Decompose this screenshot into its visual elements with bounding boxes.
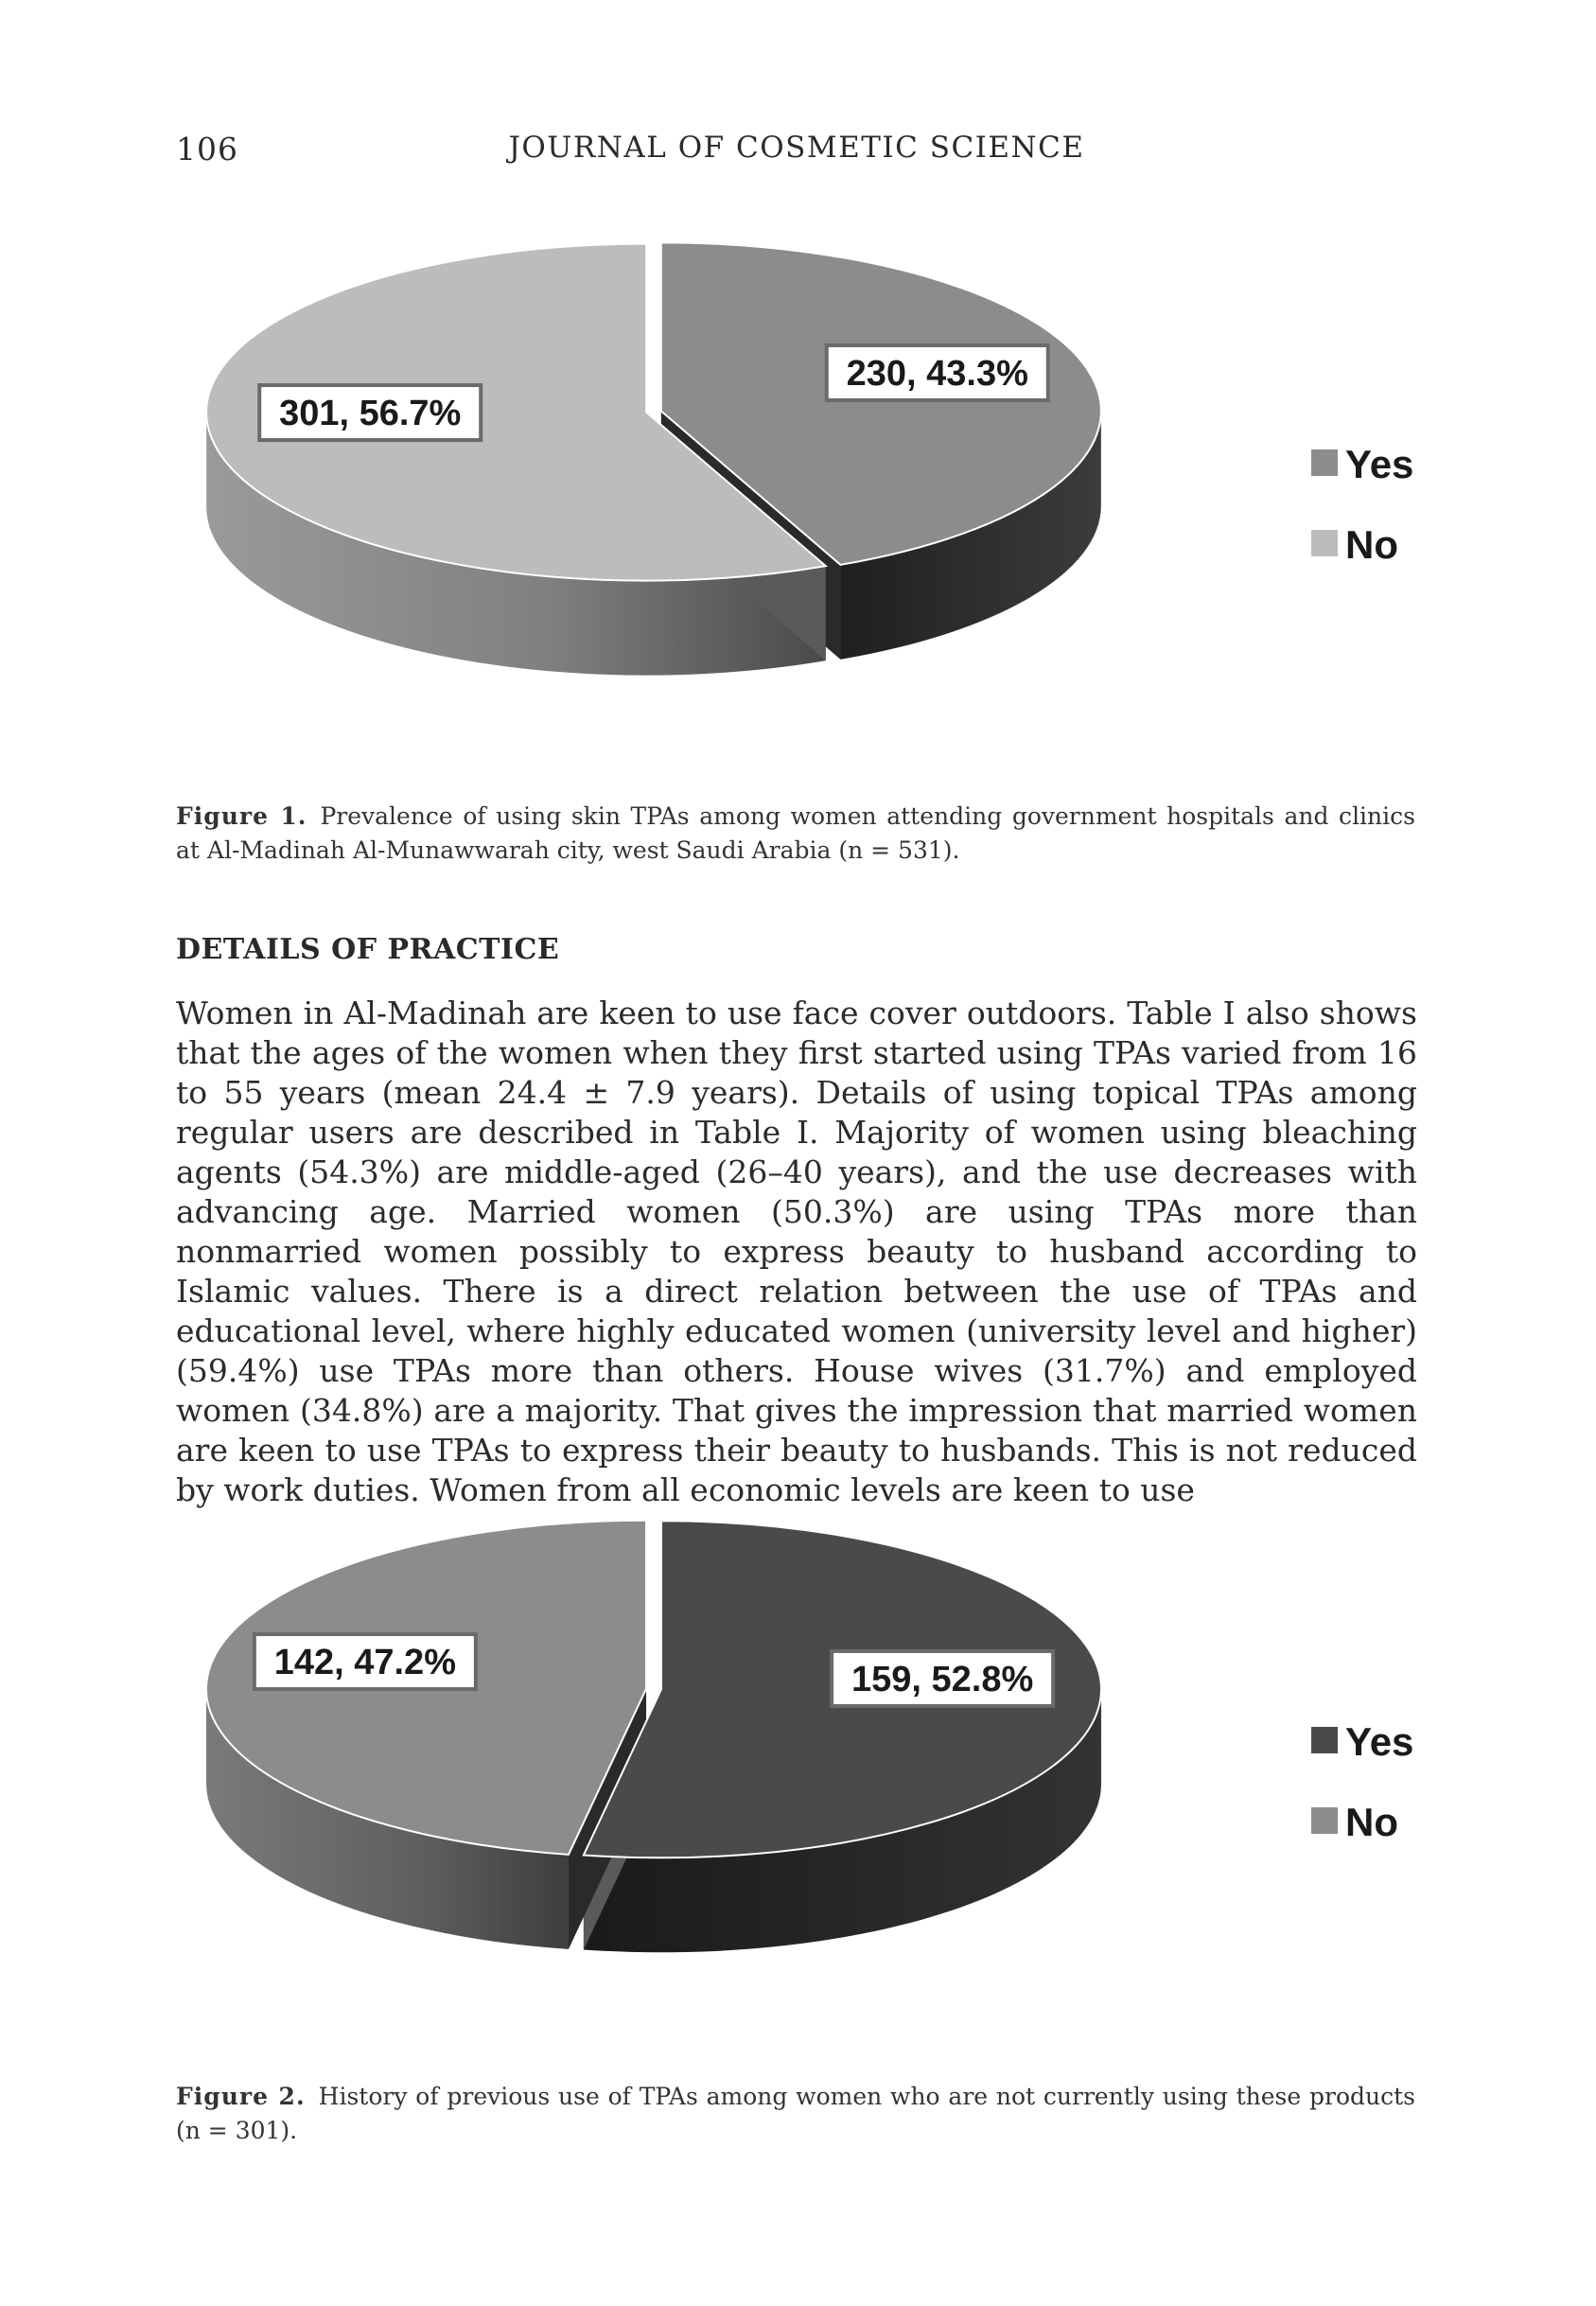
- figure-1-legend-label-no: No: [1345, 522, 1398, 567]
- figure-2-legend-label-yes: Yes: [1345, 1719, 1414, 1764]
- figure-1-legend-swatch-yes: [1311, 449, 1338, 476]
- figure-2-caption-label: Figure 2.: [176, 2083, 306, 2110]
- figure-2-data-label-no: 142, 47.2%: [273, 1643, 456, 1683]
- figure-2-caption-text: History of previous use of TPAs among women who are not currently using these products (n = 301).: [176, 2083, 1415, 2144]
- figure-1-caption-label: Figure 1.: [176, 802, 307, 830]
- figure-2-caption: [176, 2080, 1415, 2148]
- body-paragraph: [176, 994, 1417, 1510]
- figure-1-legend-label-yes: Yes: [1345, 442, 1414, 486]
- figure-2-chart: [176, 1500, 1417, 2077]
- figure-2-legend-swatch-no: [1311, 1807, 1338, 1834]
- figure-2-legend-swatch-yes: [1311, 1727, 1338, 1753]
- journal-title: JOURNAL OF COSMETIC SCIENCE: [508, 131, 1085, 165]
- page-header: [176, 131, 1417, 168]
- page-number: 106: [176, 131, 238, 167]
- section-heading: DETAILS OF PRACTICE: [176, 933, 560, 966]
- figure-1-legend-swatch-no: [1311, 530, 1338, 556]
- figure-1-caption-text: Prevalence of using skin TPAs among women attending government hospitals and clinics at Al-Madinah Al-Munawwarah city, west Saudi Arabia (n = 531).: [176, 802, 1415, 864]
- body-paragraph-text: Women in Al-Madinah are keen to use face cover outdoors. Table I also shows that the ages of the women when they first started using TPAs varied from 16 to 55 years (mean 24.4 ± 7.9 years). Details of using topical TPAs among regular users are described in Table I. Majority of women using bleaching agents (54.3%) are middle-aged (26–40 years), and the use decreases with advancing age. Married women (50.3%) are using TPAs more than nonmarried women possibly to express beauty to husband according to Islamic values. There is a direct relation between the use of TPAs and educational level, where highly educated women (university level and higher) (59.4%) use TPAs more than others. House wives (31.7%) and employed women (34.8%) are a majority. That gives the impression that married women are keen to use TPAs to express their beauty to husbands. This is not reduced by work duties. Women from all economic levels are keen to use: [176, 995, 1417, 1508]
- figure-1-data-label-yes: 230, 43.3%: [846, 353, 1028, 394]
- figure-1-caption: [176, 800, 1415, 868]
- figure-1-data-label-no: 301, 56.7%: [279, 394, 462, 434]
- figure-2-data-label-yes: 159, 52.8%: [851, 1659, 1034, 1699]
- figure-2-legend-label-no: No: [1345, 1800, 1398, 1844]
- figure-2: [176, 1500, 1417, 2077]
- figure-1-chart: [176, 222, 1417, 800]
- figure-1: [176, 222, 1417, 800]
